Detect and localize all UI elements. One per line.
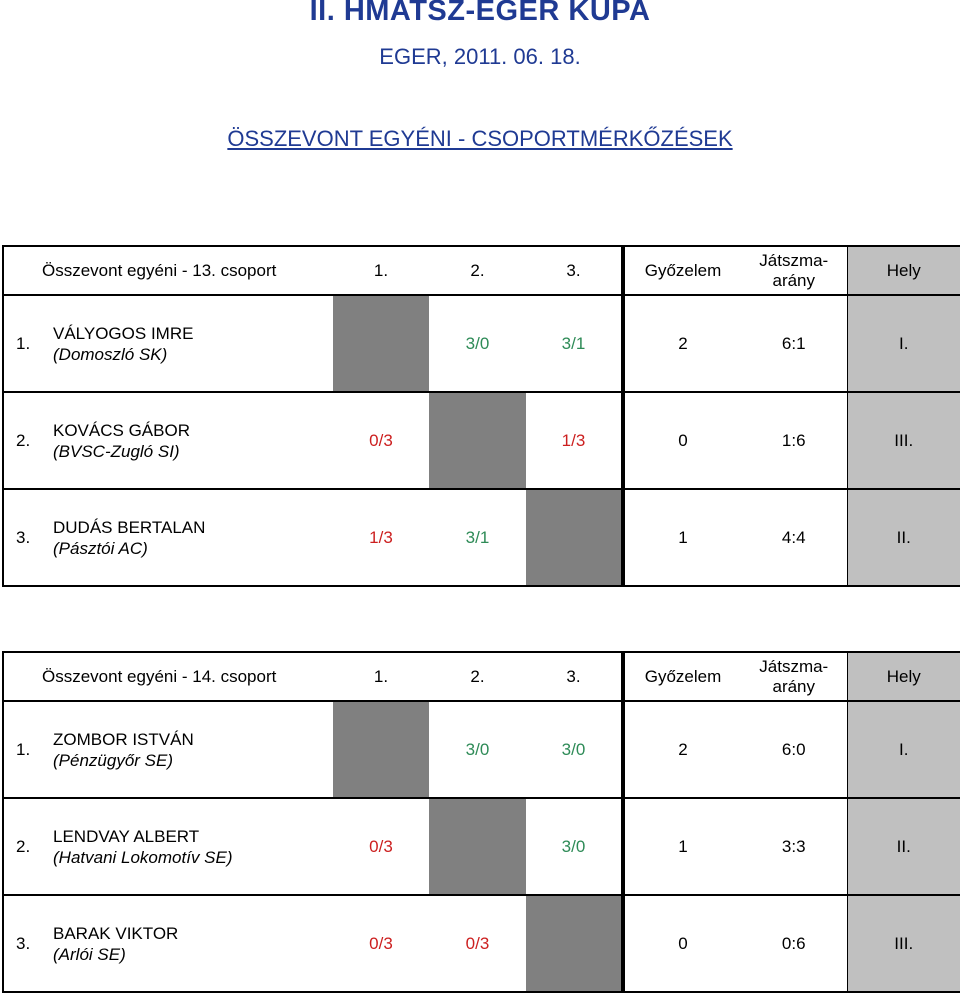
diagonal-cell xyxy=(333,295,429,392)
diagonal-cell xyxy=(429,798,526,895)
player-name: ZOMBOR ISTVÁN xyxy=(53,729,194,749)
player-club: (Arlói SE) xyxy=(53,944,126,964)
col-header-3: 3. xyxy=(526,652,623,701)
group-label: Összevont egyéni - 14. csoport xyxy=(3,652,333,701)
diagonal-cell xyxy=(429,392,526,489)
player-number: 1. xyxy=(16,333,31,353)
result-cell: 3/1 xyxy=(429,489,526,586)
player-club: (Domoszló SK) xyxy=(53,344,168,364)
player-cell xyxy=(3,701,333,798)
ratio-cell: 4:4 xyxy=(741,489,847,586)
ratio-cell: 6:1 xyxy=(741,295,847,392)
col-header-2: 2. xyxy=(429,246,526,295)
wins-cell: 1 xyxy=(623,489,741,586)
table-header-row xyxy=(3,652,960,701)
table-row xyxy=(3,295,960,392)
player-number: 3. xyxy=(16,527,31,547)
col-header-1: 1. xyxy=(333,246,429,295)
ratio-cell: 0:6 xyxy=(741,895,847,992)
col-header-1: 1. xyxy=(333,652,429,701)
table-row xyxy=(3,798,960,895)
player-club: (BVSC-Zugló SI) xyxy=(53,441,180,461)
wins-cell: 0 xyxy=(623,895,741,992)
player-cell xyxy=(3,895,333,992)
col-header-ratio: Játszma- arány xyxy=(741,246,847,295)
player-number: 2. xyxy=(16,430,31,450)
diagonal-cell xyxy=(526,895,623,992)
page-title: II. HMATSZ-EGER KUPA xyxy=(309,0,651,27)
result-cell: 0/3 xyxy=(333,798,429,895)
diagonal-cell xyxy=(526,489,623,586)
ratio-cell: 1:6 xyxy=(741,392,847,489)
result-cell: 3/0 xyxy=(526,798,623,895)
result-cell: 3/0 xyxy=(526,701,623,798)
ratio-cell: 3:3 xyxy=(741,798,847,895)
player-cell xyxy=(3,798,333,895)
col-header-2: 2. xyxy=(429,652,526,701)
player-club: (Pénzügyőr SE) xyxy=(53,750,173,770)
player-cell xyxy=(3,489,333,586)
place-cell: II. xyxy=(847,798,960,895)
player-name: BARAK VIKTOR xyxy=(53,923,179,943)
player-name: LENDVAY ALBERT xyxy=(53,826,200,846)
result-cell: 0/3 xyxy=(333,392,429,489)
place-cell: I. xyxy=(847,295,960,392)
player-club: (Pásztói AC) xyxy=(53,538,148,558)
result-cell: 1/3 xyxy=(526,392,623,489)
player-number: 1. xyxy=(16,739,31,759)
wins-cell: 2 xyxy=(623,295,741,392)
player-number: 2. xyxy=(16,836,31,856)
table-row xyxy=(3,701,960,798)
player-number: 3. xyxy=(16,933,31,953)
place-cell: III. xyxy=(847,392,960,489)
player-club: (Hatvani Lokomotív SE) xyxy=(53,847,233,867)
col-header-wins: Győzelem xyxy=(623,246,741,295)
result-cell: 3/0 xyxy=(429,295,526,392)
col-header-ratio: Játszma- arány xyxy=(741,652,847,701)
place-cell: I. xyxy=(847,701,960,798)
result-cell: 3/1 xyxy=(526,295,623,392)
wins-cell: 2 xyxy=(623,701,741,798)
col-header-place: Hely xyxy=(847,246,960,295)
group-13-table xyxy=(2,245,960,587)
table-row xyxy=(3,392,960,489)
diagonal-cell xyxy=(333,701,429,798)
section-heading: ÖSSZEVONT EGYÉNI - CSOPORTMÉRKŐZÉSEK xyxy=(227,126,733,151)
table-row xyxy=(3,895,960,992)
ratio-cell: 6:0 xyxy=(741,701,847,798)
player-name: KOVÁCS GÁBOR xyxy=(53,420,190,440)
group-label: Összevont egyéni - 13. csoport xyxy=(3,246,333,295)
col-header-place: Hely xyxy=(847,652,960,701)
event-date-location: EGER, 2011. 06. 18. xyxy=(379,44,581,69)
wins-cell: 0 xyxy=(623,392,741,489)
col-header-3: 3. xyxy=(526,246,623,295)
place-cell: II. xyxy=(847,489,960,586)
table-header-row xyxy=(3,246,960,295)
player-cell xyxy=(3,392,333,489)
col-header-wins: Győzelem xyxy=(623,652,741,701)
player-name: VÁLYOGOS IMRE xyxy=(53,323,194,343)
result-cell: 1/3 xyxy=(333,489,429,586)
table-row xyxy=(3,489,960,586)
player-cell xyxy=(3,295,333,392)
player-name: DUDÁS BERTALAN xyxy=(53,517,206,537)
result-cell: 3/0 xyxy=(429,701,526,798)
wins-cell: 1 xyxy=(623,798,741,895)
result-cell: 0/3 xyxy=(429,895,526,992)
group-14-table xyxy=(2,651,960,993)
place-cell: III. xyxy=(847,895,960,992)
result-cell: 0/3 xyxy=(333,895,429,992)
